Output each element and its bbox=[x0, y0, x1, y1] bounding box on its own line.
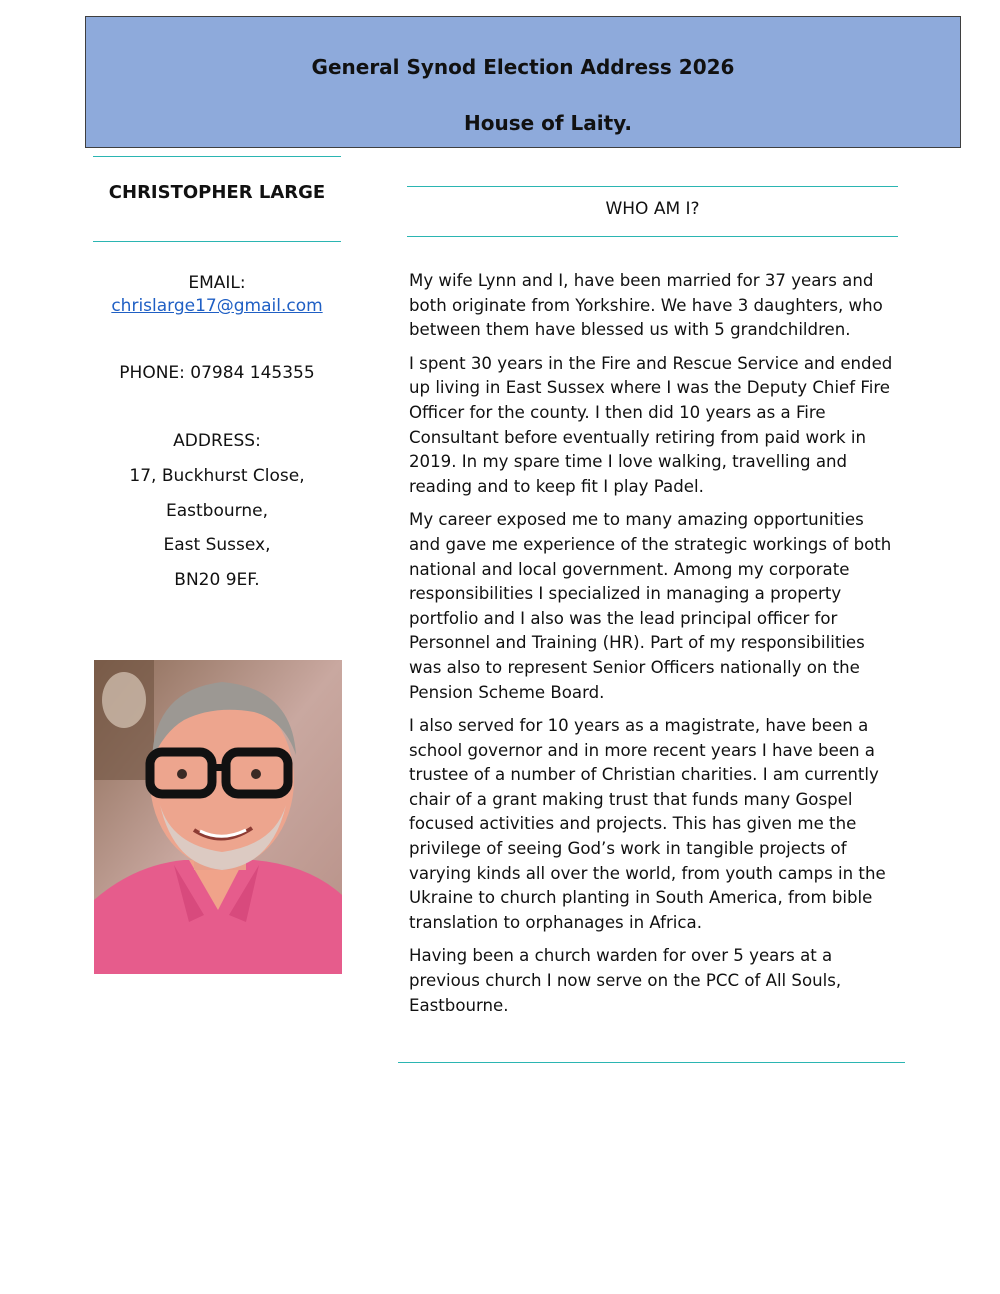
candidate-name: CHRISTOPHER LARGE bbox=[108, 182, 326, 203]
bio-paragraph: Having been a church warden for over 5 years at a previous church I now serve on the PCC of All Souls, Eastbourne. bbox=[409, 946, 842, 1015]
email-block bbox=[93, 272, 341, 318]
document-subtitle: House of Laity. bbox=[463, 111, 632, 135]
bio-paragraph: I spent 30 years in the Fire and Rescue Service and ended up living in East Sussex where I was the Deputy Chief Fire Officer for the county. I then did 10 years as a Fire Consultant before eventually retiring from paid work in 2019. In my spare time I love walking, travelling and reading and to keep fit I play Padel. bbox=[409, 353, 893, 496]
document-title: General Synod Election Address 2026 bbox=[311, 55, 735, 79]
header-banner bbox=[85, 16, 961, 148]
address-line: Eastbourne, bbox=[166, 501, 268, 521]
section-title: WHO AM I? bbox=[605, 199, 700, 219]
bio-text bbox=[409, 269, 899, 1027]
divider bbox=[407, 236, 898, 237]
portrait-illustration bbox=[94, 660, 342, 974]
bio-paragraph: I also served for 10 years as a magistrate, have been a school governor and in more recent years I have been a trustee of a number of Christian charities. I am currently chair of a grant making trust that funds many Gospel focused activities and projects. This has given me the privilege of seeing God’s work in tangible projects of varying kinds all over the world, from youth camps in the Ukraine to church planting in South America, from bible translation to orphanages in Africa. bbox=[409, 716, 886, 932]
divider bbox=[93, 156, 341, 157]
email-label: EMAIL: bbox=[188, 273, 246, 293]
email-link[interactable]: chrislarge17@gmail.com bbox=[111, 296, 323, 316]
bio-paragraph: My wife Lynn and I, have been married for 37 years and both originate from Yorkshire. We have 3 daughters, who between them have blessed us with 5 grandchildren. bbox=[409, 271, 883, 340]
address-line: BN20 9EF. bbox=[174, 570, 260, 590]
divider bbox=[407, 186, 898, 187]
divider bbox=[398, 1062, 905, 1063]
address-line: East Sussex, bbox=[163, 535, 271, 555]
address-line: 17, Buckhurst Close, bbox=[129, 466, 305, 486]
candidate-photo bbox=[94, 660, 342, 974]
address-label: ADDRESS: bbox=[173, 431, 261, 451]
phone-number: PHONE: 07984 145355 bbox=[119, 363, 315, 383]
bio-paragraph: My career exposed me to many amazing opportunities and gave me experience of the strategic workings of both national and local government. Among my corporate responsibilities I specialized in managing a property portfolio and I also was the lead principal officer for Personnel and Training (HR). Part of my responsibilities was also to represent Senior Officers nationally on the Pension Scheme Board. bbox=[409, 510, 892, 702]
divider bbox=[93, 241, 341, 242]
